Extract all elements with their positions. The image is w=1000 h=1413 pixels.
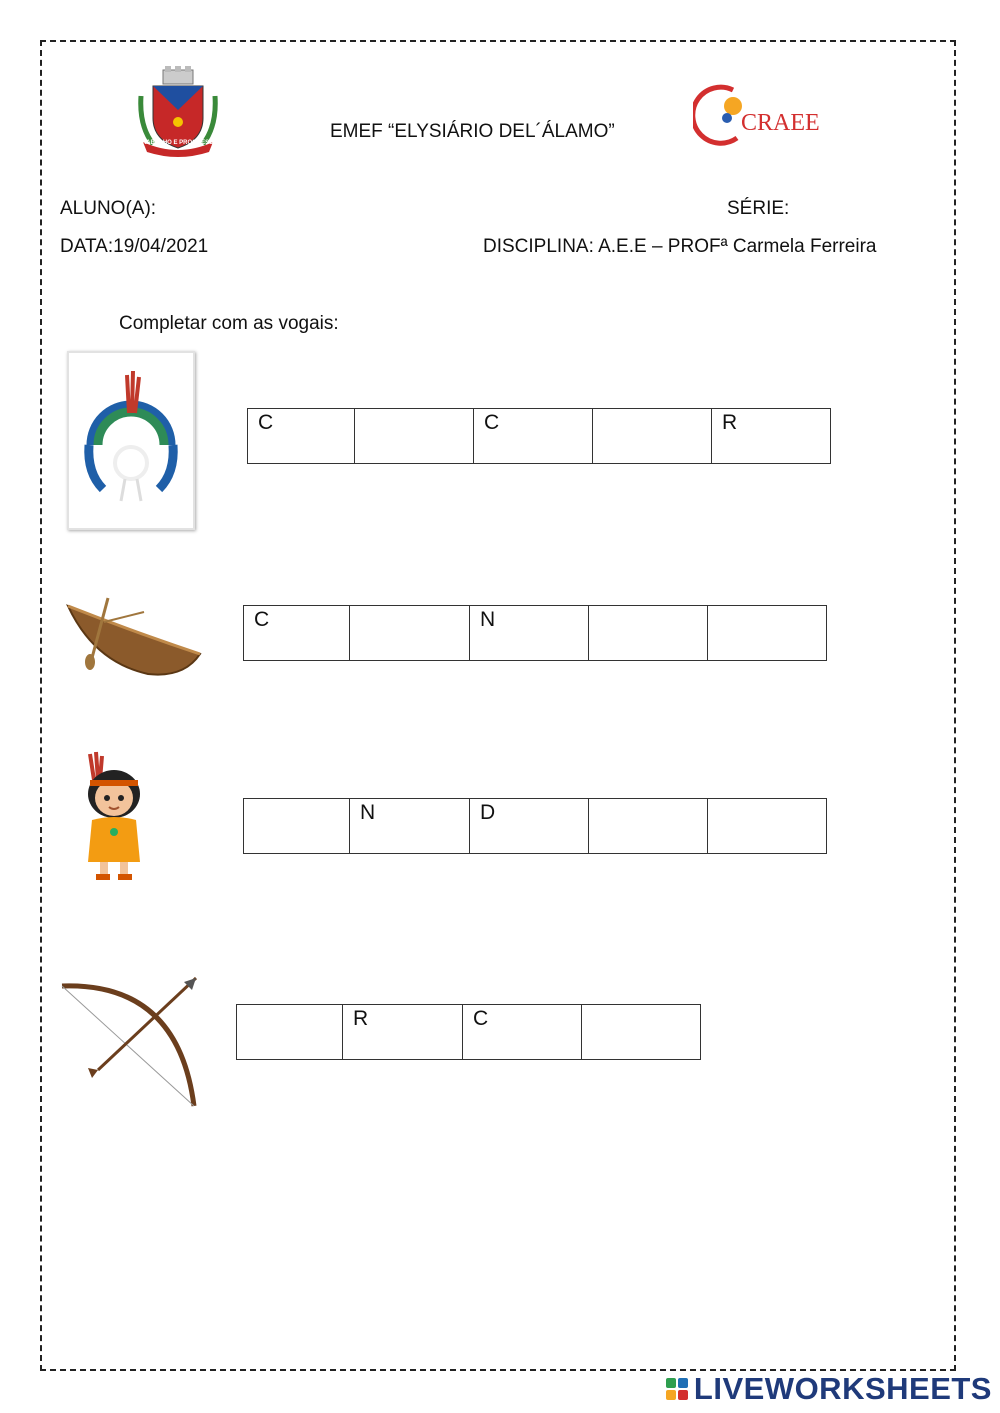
letter-box[interactable]: C bbox=[473, 408, 593, 464]
logo-banner-text: TRABALHO E PROGRESSO bbox=[138, 140, 218, 146]
letter-box[interactable]: C bbox=[243, 605, 350, 661]
brand-text: LIVEWORKSHEETS bbox=[693, 1371, 992, 1406]
school-name: EMEF “ELYSIÁRIO DEL´ÁLAMO” bbox=[330, 121, 615, 142]
craee-logo bbox=[693, 80, 823, 148]
letter-box[interactable]: D bbox=[469, 798, 589, 854]
indigenous-child-image bbox=[76, 750, 152, 884]
letter-box[interactable] bbox=[707, 798, 827, 854]
coat-of-arms-logo bbox=[135, 66, 221, 158]
letter-box[interactable]: C bbox=[247, 408, 355, 464]
liveworksheets-brand[interactable] bbox=[666, 1371, 992, 1407]
word-row-1 bbox=[247, 408, 831, 464]
letter-box[interactable] bbox=[354, 408, 474, 464]
letter-box[interactable] bbox=[349, 605, 470, 661]
word-row-3 bbox=[243, 798, 827, 854]
letter-box[interactable]: C bbox=[462, 1004, 582, 1060]
bow-and-arrow-image bbox=[58, 974, 200, 1112]
letter-box[interactable] bbox=[581, 1004, 701, 1060]
letter-box[interactable] bbox=[588, 605, 708, 661]
grade-label: SÉRIE: bbox=[727, 198, 790, 219]
letter-box[interactable] bbox=[236, 1004, 343, 1060]
subject-label: DISCIPLINA: A.E.E – PROFª Carmela Ferreira bbox=[483, 236, 877, 257]
cocar-image bbox=[67, 351, 195, 530]
liveworksheets-logo-icon bbox=[666, 1378, 688, 1400]
date-label: DATA:19/04/2021 bbox=[60, 236, 209, 257]
letter-box[interactable]: R bbox=[711, 408, 831, 464]
letter-box[interactable] bbox=[243, 798, 350, 854]
student-label: ALUNO(A): bbox=[60, 198, 157, 219]
letter-box[interactable]: R bbox=[342, 1004, 463, 1060]
instruction-text: Completar com as vogais: bbox=[119, 313, 339, 334]
letter-box[interactable]: N bbox=[349, 798, 470, 854]
letter-box[interactable] bbox=[588, 798, 708, 854]
letter-box[interactable]: N bbox=[469, 605, 589, 661]
craee-logo-text: CRAEE bbox=[741, 110, 820, 136]
letter-box[interactable] bbox=[707, 605, 827, 661]
word-row-4 bbox=[236, 1004, 701, 1060]
letter-box[interactable] bbox=[592, 408, 712, 464]
canoe-image bbox=[64, 592, 204, 687]
word-row-2 bbox=[243, 605, 827, 661]
